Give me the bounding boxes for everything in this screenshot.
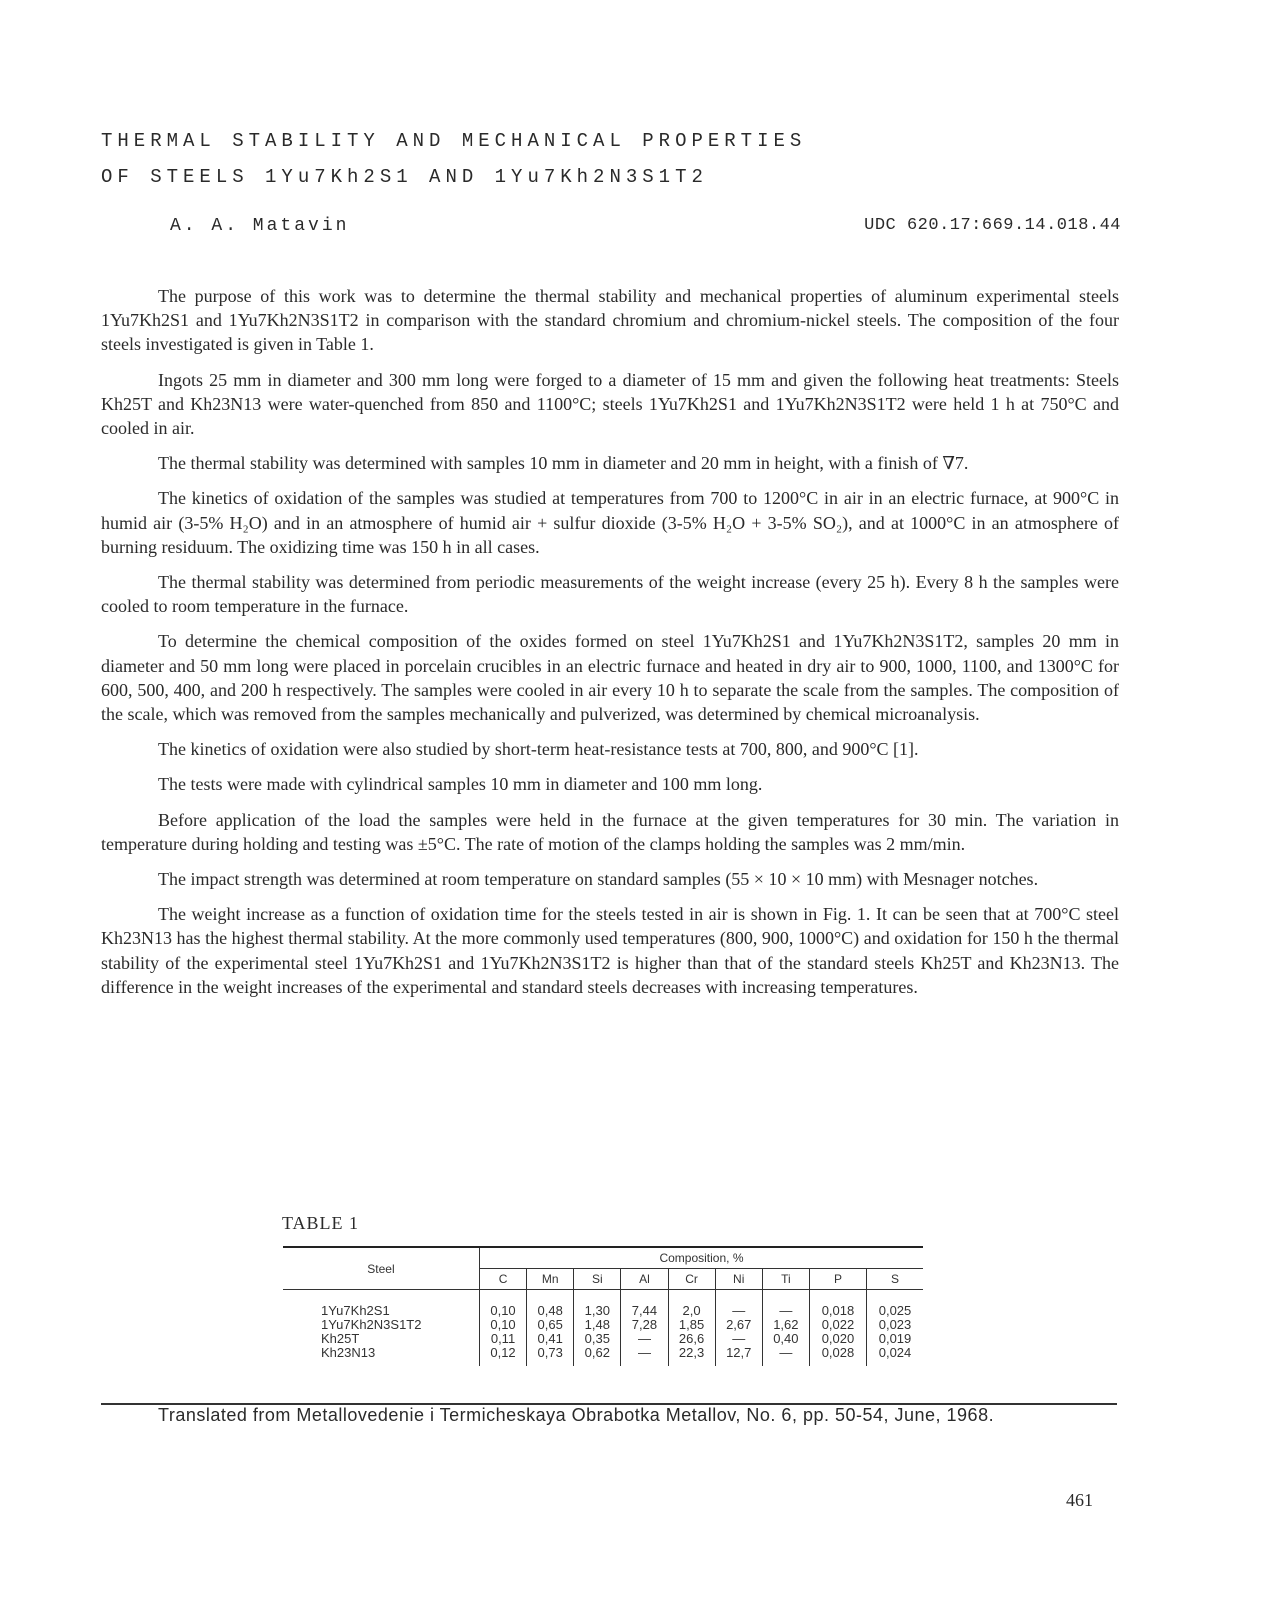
cell: 0,028 (809, 1346, 866, 1366)
author: A. A. Matavin (170, 216, 350, 236)
cell: 0,020 (809, 1332, 866, 1346)
composition-table (283, 1246, 923, 1366)
paragraph: The kinetics of oxidation were also studied by short-term heat-resistance tests at 700, 800, and 900°C [1]. (158, 739, 919, 760)
cell: 0,40 (762, 1332, 809, 1346)
article-body (101, 284, 1119, 1010)
cell: 0,023 (867, 1318, 923, 1332)
element-header: C (479, 1269, 526, 1290)
cell: 1,30 (574, 1290, 621, 1319)
table-row (283, 1346, 923, 1366)
paragraph: The impact strength was determined at room temperature on standard samples (55 × 10 × 10 mm) with Mesnager notches. (158, 869, 1039, 890)
udc-code: UDC 620.17:669.14.018.44 (864, 216, 1121, 235)
cell: 7,28 (621, 1318, 668, 1332)
cell: — (715, 1290, 762, 1319)
cell: — (762, 1346, 809, 1366)
cell: 0,35 (574, 1332, 621, 1346)
table-caption: TABLE 1 (282, 1213, 360, 1233)
steel-name: 1Yu7Kh2S1 (321, 1303, 390, 1318)
paragraph: The kinetics of oxidation of the samples was studied at temperatures from 700 to 1200°C in air in an electric furnace, at 900°C in humid air (3-5% H₂O) and in an atmosphere of humid air + sulfur dioxide (3-5% H₂O + 3-5% SO₂), and at 1000°C in an atmosphere of burning residuum. The oxidizing time was 150 h in all cases. (101, 488, 1119, 557)
cell: 7,44 (621, 1290, 668, 1319)
translation-footnote: Translated from Metallovedenie i Termicheskaya Obrabotka Metallov, No. 6, pp. 50-54, June, 1968. (158, 1405, 995, 1425)
cell: 0,022 (809, 1318, 866, 1332)
cell: 0,024 (867, 1346, 923, 1366)
cell: 1,85 (668, 1318, 715, 1332)
element-header: Cr (668, 1269, 715, 1290)
element-header: Mn (527, 1269, 574, 1290)
composition-header: Composition, % (479, 1247, 923, 1269)
paragraph: Ingots 25 mm in diameter and 300 mm long were forged to a diameter of 15 mm and given the following heat treatments: Steels Kh25T and Kh23N13 were water-quenched from 850 and 1100°C; steels 1Yu7Kh2S1 and 1Yu7Kh2N3S1T2 were held 1 h at 750°C and cooled in air. (101, 369, 1119, 439)
cell: 1,48 (574, 1318, 621, 1332)
cell: 1,62 (762, 1318, 809, 1332)
title-line-1: THERMAL STABILITY AND MECHANICAL PROPERTIES (101, 130, 807, 152)
cell: 2,0 (668, 1290, 715, 1319)
cell: 0,62 (574, 1346, 621, 1366)
element-header: Si (574, 1269, 621, 1290)
element-header: Ti (762, 1269, 809, 1290)
cell: 0,019 (867, 1332, 923, 1346)
table-row (283, 1290, 923, 1319)
page-number: 461 (1066, 1490, 1093, 1510)
cell: 0,48 (527, 1290, 574, 1319)
cell: 0,10 (479, 1318, 526, 1332)
element-header: Ni (715, 1269, 762, 1290)
cell: 0,12 (479, 1346, 526, 1366)
title-line-2: OF STEELS 1Yu7Kh2S1 AND 1Yu7Kh2N3S1T2 (101, 166, 708, 188)
cell: 2,67 (715, 1318, 762, 1332)
cell: 0,11 (479, 1332, 526, 1346)
cell: — (762, 1290, 809, 1319)
paragraph: The tests were made with cylindrical samples 10 mm in diameter and 100 mm long. (158, 774, 763, 795)
paragraph: The purpose of this work was to determine the thermal stability and mechanical properties of aluminum experimental steels 1Yu7Kh2S1 and 1Yu7Kh2N3S1T2 in comparison with the standard chromium and chromium-nickel steels. The composition of the four steels investigated is given in Table 1. (101, 286, 1119, 355)
cell: 0,10 (479, 1290, 526, 1319)
cell: 26,6 (668, 1332, 715, 1346)
cell: 0,73 (527, 1346, 574, 1366)
paragraph: To determine the chemical composition of the oxides formed on steel 1Yu7Kh2S1 and 1Yu7Kh2N3S1T2, samples 20 mm in diameter and 50 mm long were placed in porcelain crucibles in an electric furnace and heated in dry air to 900, 1000, 1100, and 1300°C for 600, 500, 400, and 200 h respectively. The samples were cooled in air every 10 h to separate the scale from the samples. The composition of the scale, which was removed from the samples mechanically and pulverized, was determined by chemical microanalysis. (101, 631, 1119, 725)
paragraph: The thermal stability was determined with samples 10 mm in diameter and 20 mm in height, with a finish of ∇7. (158, 453, 969, 474)
steel-header: Steel (283, 1247, 479, 1290)
cell: — (621, 1332, 668, 1346)
cell: 0,41 (527, 1332, 574, 1346)
table-row (283, 1332, 923, 1346)
paragraph: Before application of the load the samples were held in the furnace at the given temperatures for 30 min. The variation in temperature during holding and testing was ±5°C. The rate of motion of the clamps holding the samples was 2 mm/min. (101, 809, 1119, 854)
element-header: P (809, 1269, 866, 1290)
cell: 0,025 (867, 1290, 923, 1319)
cell: 0,018 (809, 1290, 866, 1319)
cell: 0,65 (527, 1318, 574, 1332)
steel-name: Kh23N13 (321, 1345, 376, 1360)
steel-name: Kh25T (321, 1331, 360, 1346)
steel-name: 1Yu7Kh2N3S1T2 (321, 1317, 422, 1332)
cell: 12,7 (715, 1346, 762, 1366)
cell: — (715, 1332, 762, 1346)
paragraph: The weight increase as a function of oxidation time for the steels tested in air is shown in Fig. 1. It can be seen that at 700°C steel Kh23N13 has the highest thermal stability. At the more commonly used temperatures (800, 900, 1000°C) and oxidation for 150 h the thermal stability of the experimental steel 1Yu7Kh2S1 and 1Yu7Kh2N3S1T2 is higher than that of the standard steels Kh25T and Kh23N13. The difference in the weight increases of the experimental and standard steels decreases with increasing temperatures. (101, 904, 1119, 997)
table-row (283, 1318, 923, 1332)
cell: 22,3 (668, 1346, 715, 1366)
element-header: Al (621, 1269, 668, 1290)
element-header: S (867, 1269, 923, 1290)
cell: — (621, 1346, 668, 1366)
paragraph: The thermal stability was determined from periodic measurements of the weight increase (every 25 h). Every 8 h the samples were cooled to room temperature in the furnace. (101, 572, 1119, 617)
